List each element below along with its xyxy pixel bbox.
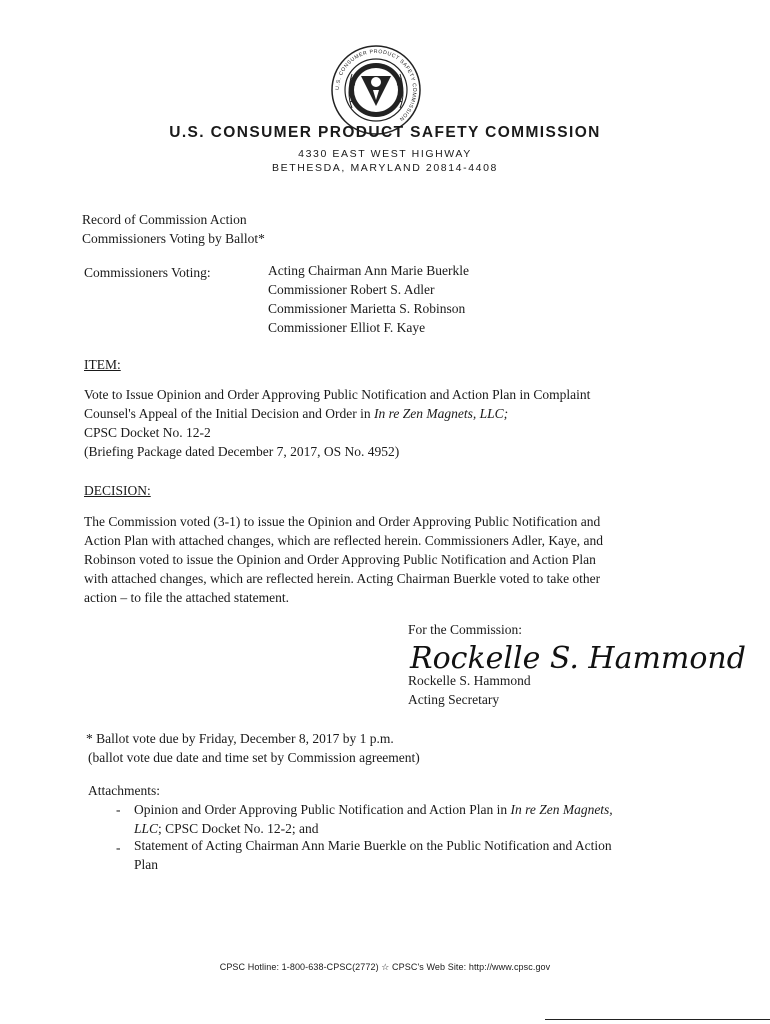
item-heading: ITEM: (84, 357, 121, 372)
attachment-1-line-1 (134, 800, 613, 819)
voting-member: Commissioner Marietta S. Robinson (268, 301, 466, 316)
address-line-2: BETHESDA, MARYLAND 20814-4408 (272, 162, 498, 174)
attachment-1-prefix: Opinion and Order Approving Public Notification and Action Plan in (134, 802, 511, 817)
record-subtitle: Commissioners Voting by Ballot* (82, 231, 265, 246)
voting-label: Commissioners Voting: (84, 265, 211, 280)
svg-text:Rockelle S. Hammond: Rockelle S. Hammond (410, 641, 746, 676)
voting-member: Acting Chairman Ann Marie Buerkle (268, 263, 469, 278)
attachment-1-rest: ; CPSC Docket No. 12-2; and (158, 821, 319, 836)
footer-contact: CPSC Hotline: 1-800-638-CPSC(2772) ☆ CPSC's Web Site: http://www.cpsc.gov (219, 962, 551, 972)
item-case-name: In re Zen Magnets, LLC; (374, 406, 509, 421)
footnote-line-2: (ballot vote due date and time set by Commission agreement) (88, 750, 420, 765)
for-the-commission: For the Commission: (408, 622, 523, 637)
item-line-2-prefix: Counsel's Appeal of the Initial Decision and Order in (84, 406, 374, 421)
decision-line: Robinson voted to issue the Opinion and Order Approving Public Notification and Action Plan (84, 552, 596, 567)
item-line-1: Vote to Issue Opinion and Order Approving Public Notification and Action Plan in Complaint (84, 387, 591, 402)
record-title: Record of Commission Action (82, 212, 247, 227)
agency-name: U.S. CONSUMER PRODUCT SAFETY COMMISSION (169, 124, 601, 141)
item-line-2 (84, 404, 508, 423)
voting-member: Commissioner Robert S. Adler (268, 282, 435, 297)
item-line-3: CPSC Docket No. 12-2 (84, 425, 211, 440)
signatory-title: Acting Secretary (408, 692, 500, 707)
attachment-bullet: - (116, 840, 121, 855)
attachment-2-line-1: Statement of Acting Chairman Ann Marie Buerkle on the Public Notification and Action (134, 838, 612, 853)
decision-line: with attached changes, which are reflected herein. Acting Chairman Buerkle voted to take other (84, 571, 601, 586)
attachments-heading: Attachments: (88, 783, 160, 798)
cpsc-seal-logo (330, 44, 422, 136)
footnote-line-1: * Ballot vote due by Friday, December 8, 2017 by 1 p.m. (86, 731, 394, 746)
address-line-1: 4330 EAST WEST HIGHWAY (298, 148, 472, 160)
attachment-1-case: In re Zen Magnets, (510, 802, 613, 817)
bottom-rule (545, 1019, 770, 1020)
attachment-1-case-cont: LLC (134, 821, 159, 836)
decision-line: Action Plan with attached changes, which are reflected herein. Commissioners Adler, Kaye, and (84, 533, 604, 548)
decision-heading: DECISION: (84, 483, 151, 498)
attachment-bullet: - (116, 802, 121, 817)
decision-line: The Commission voted (3-1) to issue the Opinion and Order Approving Public Notification and (84, 514, 601, 529)
voting-member: Commissioner Elliot F. Kaye (268, 320, 426, 335)
decision-line: action – to file the attached statement. (84, 590, 290, 605)
item-line-4: (Briefing Package dated December 7, 2017, OS No. 4952) (84, 444, 400, 459)
svg-text:U.S. CONSUMER PRODUCT SAFETY C: U.S. CONSUMER PRODUCT SAFETY COMMISSION (334, 48, 418, 123)
signatory-name: Rockelle S. Hammond (408, 673, 531, 688)
attachment-2-line-2: Plan (134, 857, 159, 872)
